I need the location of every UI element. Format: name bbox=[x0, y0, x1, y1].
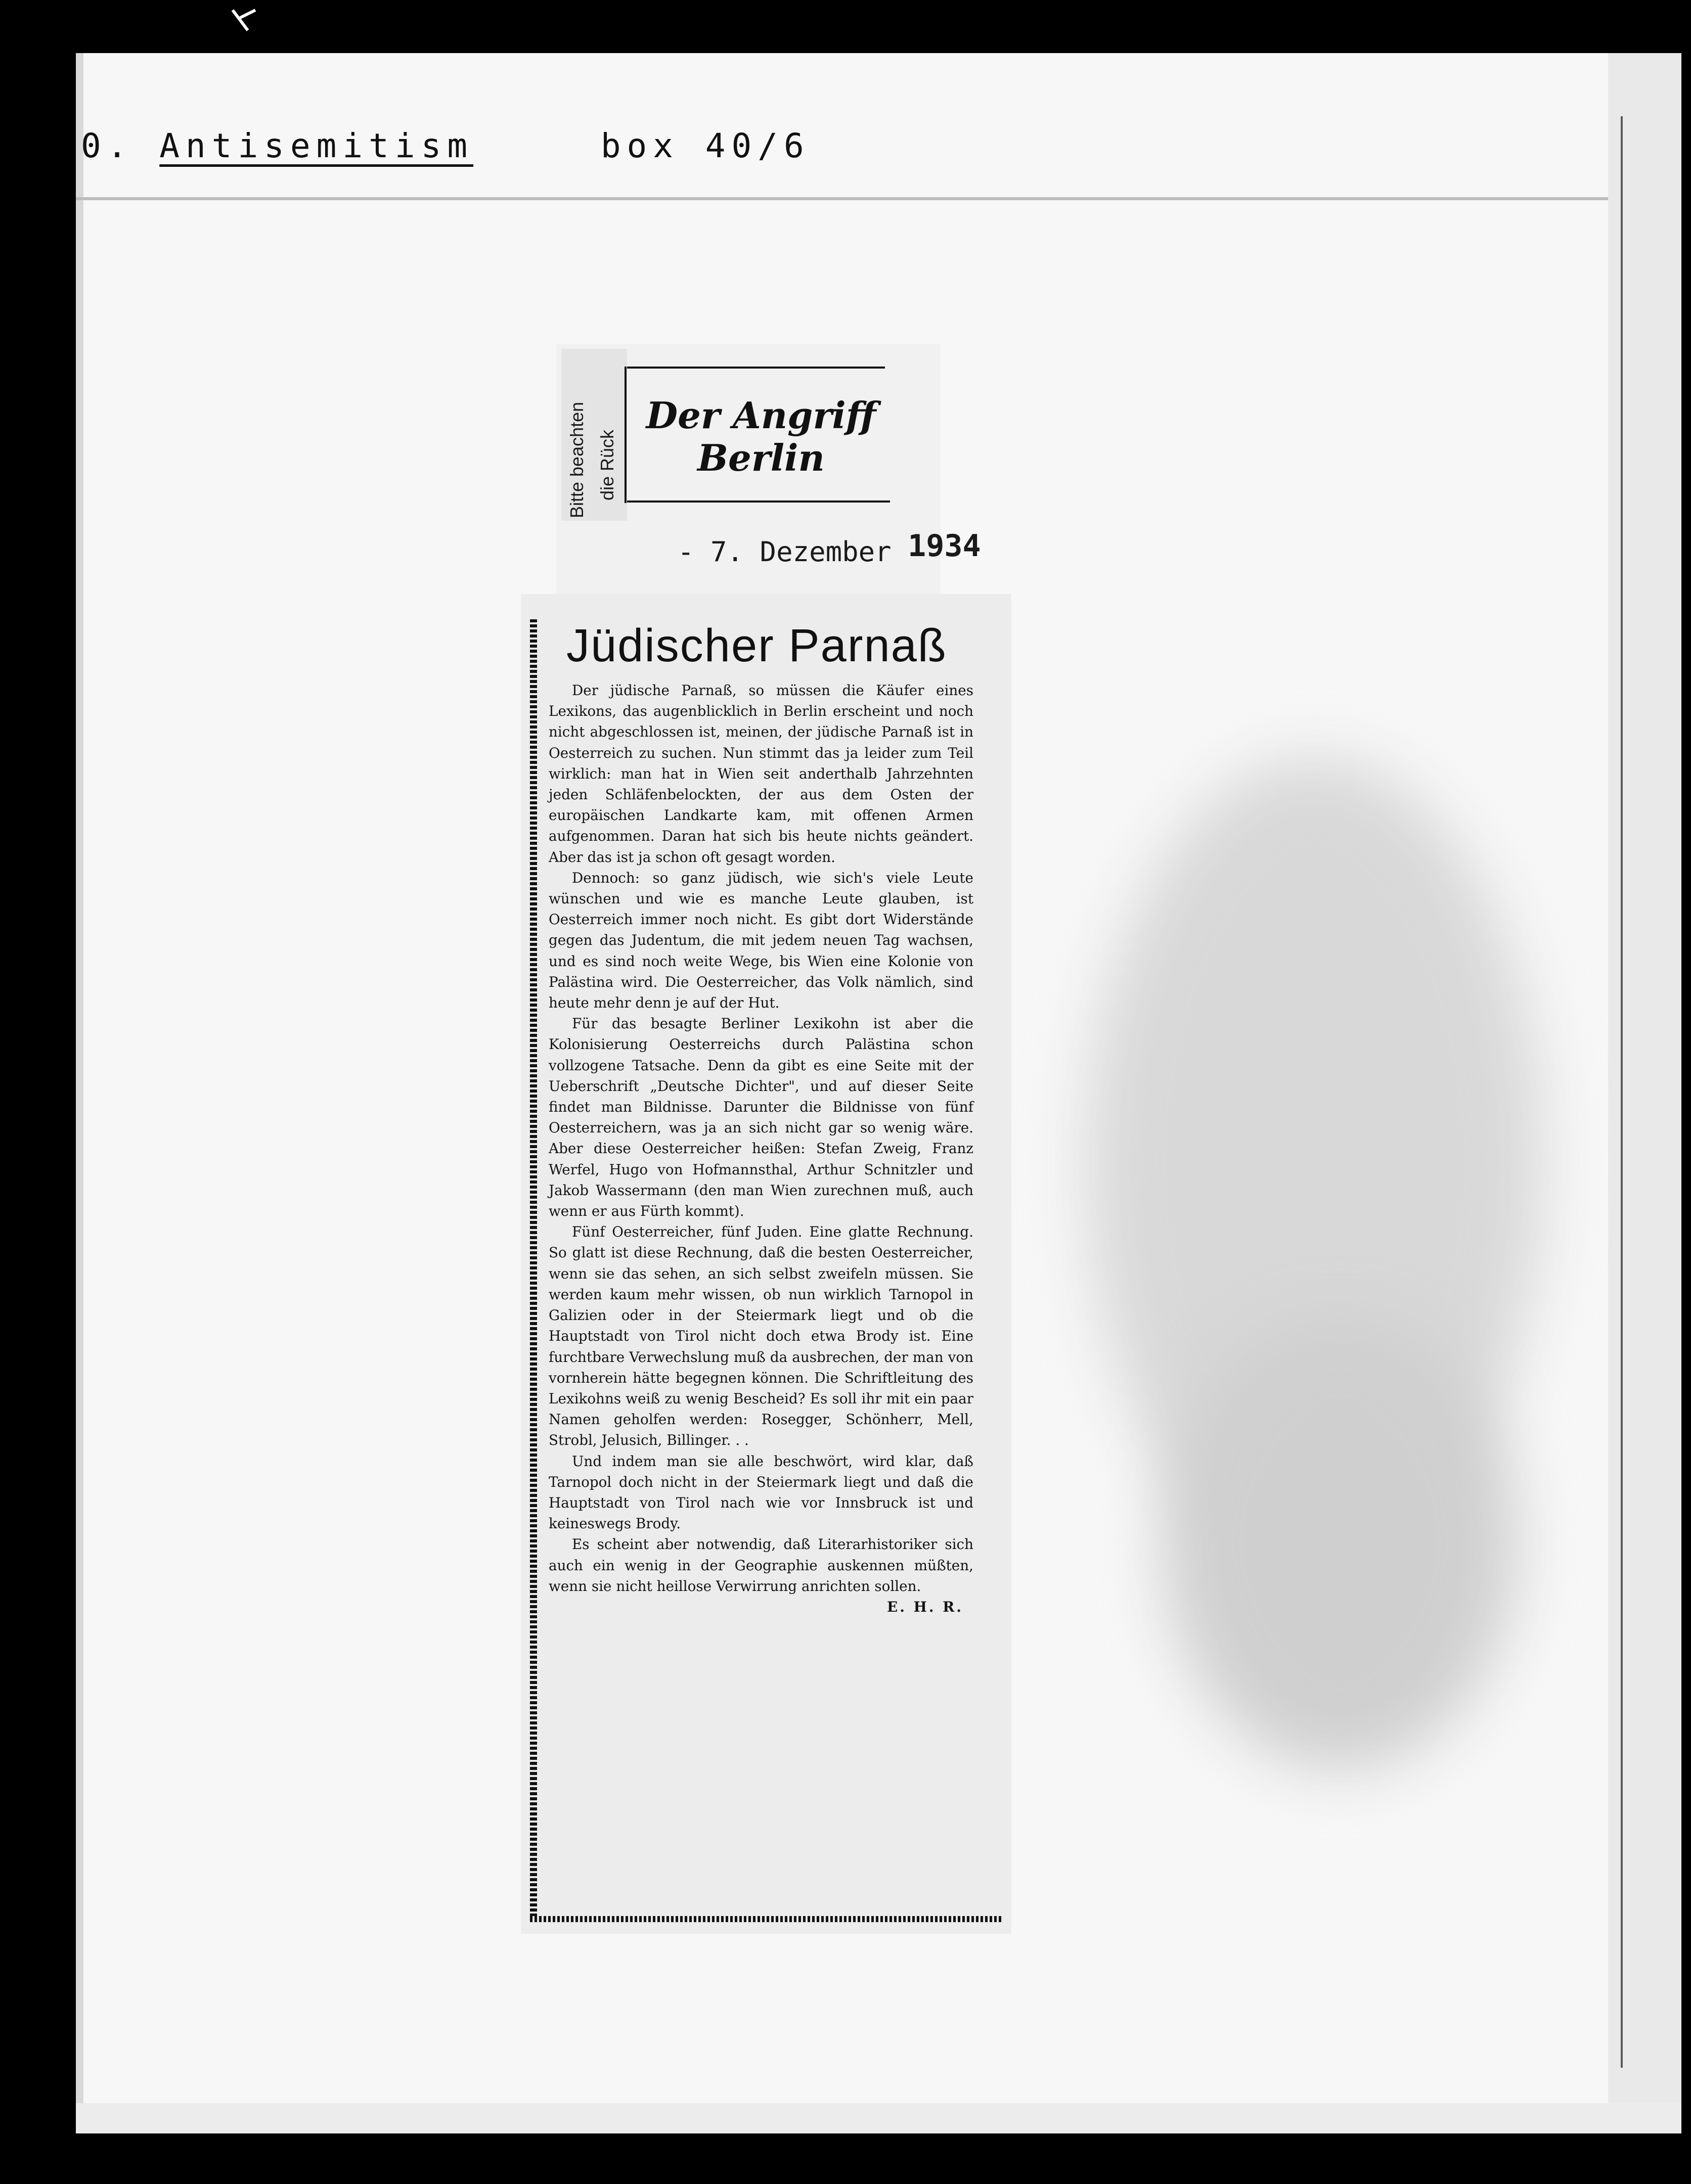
sheet-bottom-strip bbox=[76, 2103, 1681, 2133]
archive-index-line bbox=[81, 126, 810, 165]
newspaper-title: Der Angriff bbox=[646, 394, 876, 437]
clipping-left-border bbox=[530, 619, 537, 1919]
article-paragraph: Der jüdische Parnaß, so müssen die Käufer eines Lexikons, das augenblicklich in Berlin erscheint und noch nicht abgeschlossen ist, meinen, der jüdische Parnaß ist in Oesterreich zu suchen. Nun stimmt das ja leider zum Teil wirklich: man hat in Wien seit anderthalb Jahrzehnten jeden Schläfenbelockten, der aus dem Osten der europäischen Landkarte kam, mit offenen Armen aufgenommen. Daran hat sich bis heute nichts geändert. Aber das ist ja schon oft gesagt worden. bbox=[549, 682, 973, 866]
article-body bbox=[549, 680, 973, 1617]
fold-line bbox=[1621, 116, 1623, 2068]
author-signature: E. H. R. bbox=[887, 1598, 963, 1615]
return-note bbox=[561, 349, 627, 521]
paper-stain bbox=[1163, 1314, 1517, 1769]
article-paragraph: Und indem man sie alle beschwört, wird klar, daß Tarnopol doch nicht in der Steiermark liegt und daß die Hauptstadt von Tirol nach wie vor Innsbruck ist und keineswegs Brody. bbox=[549, 1452, 973, 1532]
date-day-month: - 7. Dezember bbox=[678, 536, 892, 568]
article-paragraph: Fünf Oesterreicher, fünf Juden. Eine glatte Rechnung. So glatt ist diese Rechnung, daß die besten Oesterreicher, wenn sie das sehen, an sich selbst zweifeln müssen. Sie werden kaum mehr wissen, ob nun wirklich Tarnopol in Galizien oder in der Steiermark liegt und ob die Hauptstadt von Tirol nicht doch etwa Brody ist. Eine furchtbare Verwechslung muß da ausbrechen, der man von vornherein hätte begegnen können. Die Schriftleitung des Lexikohns weiß zu wenig Bescheid? Es soll ihr mit ein paar Namen geholfen werden: Rosegger, Schönherr, Mell, Strobl, Jelusich, Billinger. . . bbox=[549, 1223, 973, 1449]
newspaper-name bbox=[637, 394, 885, 479]
article-paragraph: Es scheint aber notwendig, daß Literarhistoriker sich auch ein wenig in der Geographie auskennen müßten, wenn sie nicht heillose Verwirrung anrichten sollen. bbox=[549, 1536, 973, 1595]
film-edge-mark-icon bbox=[202, 0, 314, 51]
sheet-left-edge bbox=[76, 53, 83, 2103]
date-year: 1934 bbox=[908, 528, 981, 564]
header-divider bbox=[76, 197, 1608, 200]
article-paragraph: Dennoch: so ganz jüdisch, wie sich's viele Leute wünschen und wie es manche Leute glauben, ist Oesterreich immer noch nicht. Es gibt dort Widerstände gegen das Judentum, die mit jedem neuen Tag wachsen, und es sind noch weite Wege, bis Wien eine Kolonie von Palästina wird. Die Oesterreicher, das Volk nämlich, sind heute mehr denn je auf der Hut. bbox=[549, 869, 973, 1012]
clipping-bottom-border bbox=[530, 1916, 1003, 1922]
newspaper-city: Berlin bbox=[697, 436, 825, 479]
article-title: Jüdischer Parnaß bbox=[566, 620, 947, 671]
index-number: 0. bbox=[81, 126, 134, 165]
index-topic: Antisemitism bbox=[159, 126, 474, 165]
return-note-line-2: die Rück bbox=[597, 429, 617, 500]
date-stamp bbox=[678, 528, 981, 569]
box-number: box 40/6 bbox=[600, 126, 810, 165]
return-note-line-1: Bitte beachten bbox=[566, 401, 587, 518]
label-rule-top bbox=[627, 367, 885, 369]
label-rule-bottom bbox=[627, 500, 890, 503]
article-paragraph: Für das besagte Berliner Lexikohn ist aber die Kolonisierung Oesterreichs durch Palästina schon vollzogene Tatsache. Denn da gibt es eine Seite mit der Ueberschrift „Deutsche Dichter", und auf dieser Seite findet man Bildnisse. Darunter die Bildnisse von fünf Oesterreichern, was ja an sich nicht gar so wenig wäre. Aber diese Oesterreicher heißen: Stefan Zweig, Franz Werfel, Hugo von Hofmannsthal, Arthur Schnitzler und Jakob Wassermann (den man Wien zurechnen muß, auch wenn er aus Fürth kommt). bbox=[549, 1015, 973, 1220]
sheet-right-fold bbox=[1608, 53, 1681, 2133]
label-rule-vertical bbox=[625, 367, 627, 503]
